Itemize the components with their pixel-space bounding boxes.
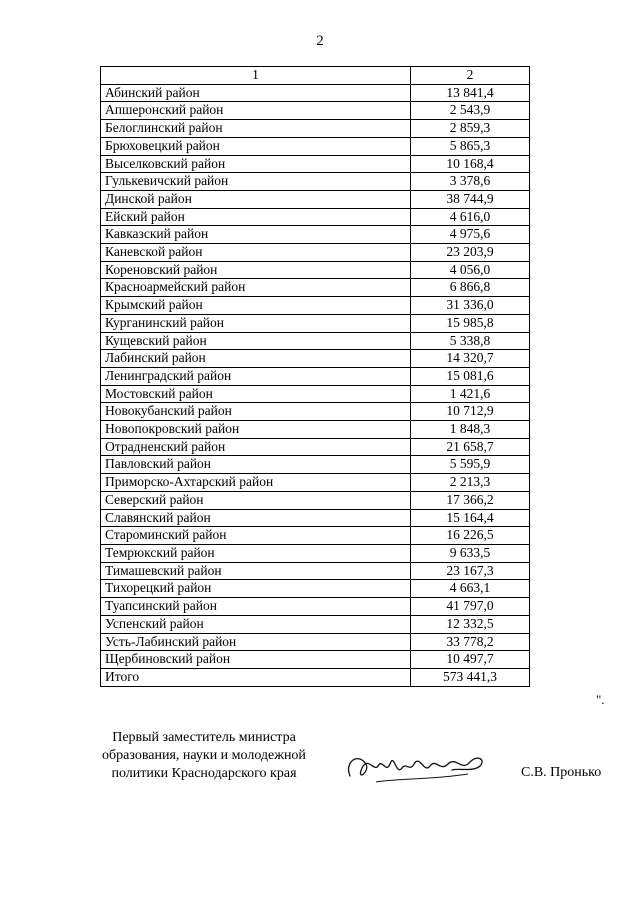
amount-cell: 1 421,6 xyxy=(411,385,530,403)
district-name-cell: Белоглинский район xyxy=(101,120,411,138)
data-table xyxy=(100,66,530,687)
amount-cell: 15 985,8 xyxy=(411,314,530,332)
district-name-cell: Кавказский район xyxy=(101,226,411,244)
amount-cell: 2 213,3 xyxy=(411,474,530,492)
amount-cell: 9 633,5 xyxy=(411,544,530,562)
amount-cell: 15 081,6 xyxy=(411,367,530,385)
amount-cell: 33 778,2 xyxy=(411,633,530,651)
column-header: 2 xyxy=(411,67,530,85)
table-row xyxy=(101,155,530,173)
table-row xyxy=(101,120,530,138)
table-row xyxy=(101,509,530,527)
district-name-cell: Тимашевский район xyxy=(101,562,411,580)
district-name-cell: Приморско-Ахтарский район xyxy=(101,474,411,492)
table-row xyxy=(101,491,530,509)
amount-cell: 5 865,3 xyxy=(411,137,530,155)
amount-cell: 17 366,2 xyxy=(411,491,530,509)
table-row xyxy=(101,261,530,279)
district-name-cell: Выселковский район xyxy=(101,155,411,173)
amount-cell: 4 056,0 xyxy=(411,261,530,279)
district-name-cell: Итого xyxy=(101,668,411,686)
table-row xyxy=(101,173,530,191)
amount-cell: 5 338,8 xyxy=(411,332,530,350)
district-name-cell: Славянский район xyxy=(101,509,411,527)
amount-cell: 5 595,9 xyxy=(411,456,530,474)
table-row xyxy=(101,137,530,155)
district-name-cell: Апшеронский район xyxy=(101,102,411,120)
district-name-cell: Тихорецкий район xyxy=(101,580,411,598)
district-name-cell: Кущевский район xyxy=(101,332,411,350)
amount-cell: 13 841,4 xyxy=(411,84,530,102)
signatory-title-line: политики Краснодарского края xyxy=(111,766,297,781)
table-row xyxy=(101,332,530,350)
table-row xyxy=(101,421,530,439)
signatory-title xyxy=(89,729,319,783)
table-row xyxy=(101,367,530,385)
signatory-title-line: Первый заместитель министра xyxy=(112,730,296,745)
table-row xyxy=(101,350,530,368)
table-row xyxy=(101,562,530,580)
amount-cell: 12 332,5 xyxy=(411,615,530,633)
amount-cell: 573 441,3 xyxy=(411,668,530,686)
district-name-cell: Каневской район xyxy=(101,244,411,262)
table-row xyxy=(101,226,530,244)
district-name-cell: Мостовский район xyxy=(101,385,411,403)
district-name-cell: Динской район xyxy=(101,190,411,208)
district-name-cell: Павловский район xyxy=(101,456,411,474)
table-row xyxy=(101,279,530,297)
page-number: 2 xyxy=(316,33,324,49)
amount-cell: 16 226,5 xyxy=(411,527,530,545)
table-row xyxy=(101,615,530,633)
district-name-cell: Щербиновский район xyxy=(101,651,411,669)
district-name-cell: Успенский район xyxy=(101,615,411,633)
district-name-cell: Усть-Лабинский район xyxy=(101,633,411,651)
amount-cell: 14 320,7 xyxy=(411,350,530,368)
table-row xyxy=(101,102,530,120)
district-name-cell: Кореновский район xyxy=(101,261,411,279)
table-body xyxy=(101,84,530,686)
district-name-cell: Новокубанский район xyxy=(101,403,411,421)
amount-cell: 4 616,0 xyxy=(411,208,530,226)
district-name-cell: Северский район xyxy=(101,491,411,509)
table-row xyxy=(101,297,530,315)
amount-cell: 4 975,6 xyxy=(411,226,530,244)
column-header: 1 xyxy=(101,67,411,85)
district-name-cell: Красноармейский район xyxy=(101,279,411,297)
amount-cell: 23 167,3 xyxy=(411,562,530,580)
amount-cell: 10 497,7 xyxy=(411,651,530,669)
amount-cell: 10 712,9 xyxy=(411,403,530,421)
table-row xyxy=(101,208,530,226)
table-header-row xyxy=(101,67,530,85)
table-row xyxy=(101,314,530,332)
table-row xyxy=(101,651,530,669)
signer-name: С.В. Пронько xyxy=(521,765,602,780)
amount-cell: 3 378,6 xyxy=(411,173,530,191)
table-row xyxy=(101,84,530,102)
district-name-cell: Староминский район xyxy=(101,527,411,545)
table-row xyxy=(101,598,530,616)
amount-cell: 38 744,9 xyxy=(411,190,530,208)
table-row xyxy=(101,385,530,403)
table-row xyxy=(101,527,530,545)
district-name-cell: Новопокровский район xyxy=(101,421,411,439)
amount-cell: 6 866,8 xyxy=(411,279,530,297)
amount-cell: 10 168,4 xyxy=(411,155,530,173)
district-name-cell: Ленинградский район xyxy=(101,367,411,385)
table-row xyxy=(101,244,530,262)
closing-quote: ". xyxy=(596,692,605,707)
table-row xyxy=(101,544,530,562)
amount-cell: 21 658,7 xyxy=(411,438,530,456)
amount-cell: 1 848,3 xyxy=(411,421,530,439)
district-name-cell: Абинский район xyxy=(101,84,411,102)
amount-cell: 2 859,3 xyxy=(411,120,530,138)
district-name-cell: Брюховецкий район xyxy=(101,137,411,155)
amount-cell: 2 543,9 xyxy=(411,102,530,120)
signatory-title-line: образования, науки и молодежной xyxy=(102,748,306,763)
table-row xyxy=(101,403,530,421)
district-name-cell: Темрюкский район xyxy=(101,544,411,562)
district-name-cell: Ейский район xyxy=(101,208,411,226)
district-name-cell: Отрадненский район xyxy=(101,438,411,456)
total-row xyxy=(101,668,530,686)
amount-cell: 4 663,1 xyxy=(411,580,530,598)
district-name-cell: Гулькевичский район xyxy=(101,173,411,191)
district-name-cell: Лабинский район xyxy=(101,350,411,368)
handwritten-signature xyxy=(340,742,500,790)
table-row xyxy=(101,456,530,474)
table-row xyxy=(101,438,530,456)
amount-cell: 23 203,9 xyxy=(411,244,530,262)
amount-cell: 41 797,0 xyxy=(411,598,530,616)
amount-cell: 31 336,0 xyxy=(411,297,530,315)
district-name-cell: Курганинский район xyxy=(101,314,411,332)
table-row xyxy=(101,633,530,651)
district-name-cell: Крымский район xyxy=(101,297,411,315)
amount-cell: 15 164,4 xyxy=(411,509,530,527)
district-name-cell: Туапсинский район xyxy=(101,598,411,616)
table-row xyxy=(101,580,530,598)
table-row xyxy=(101,190,530,208)
table-row xyxy=(101,474,530,492)
